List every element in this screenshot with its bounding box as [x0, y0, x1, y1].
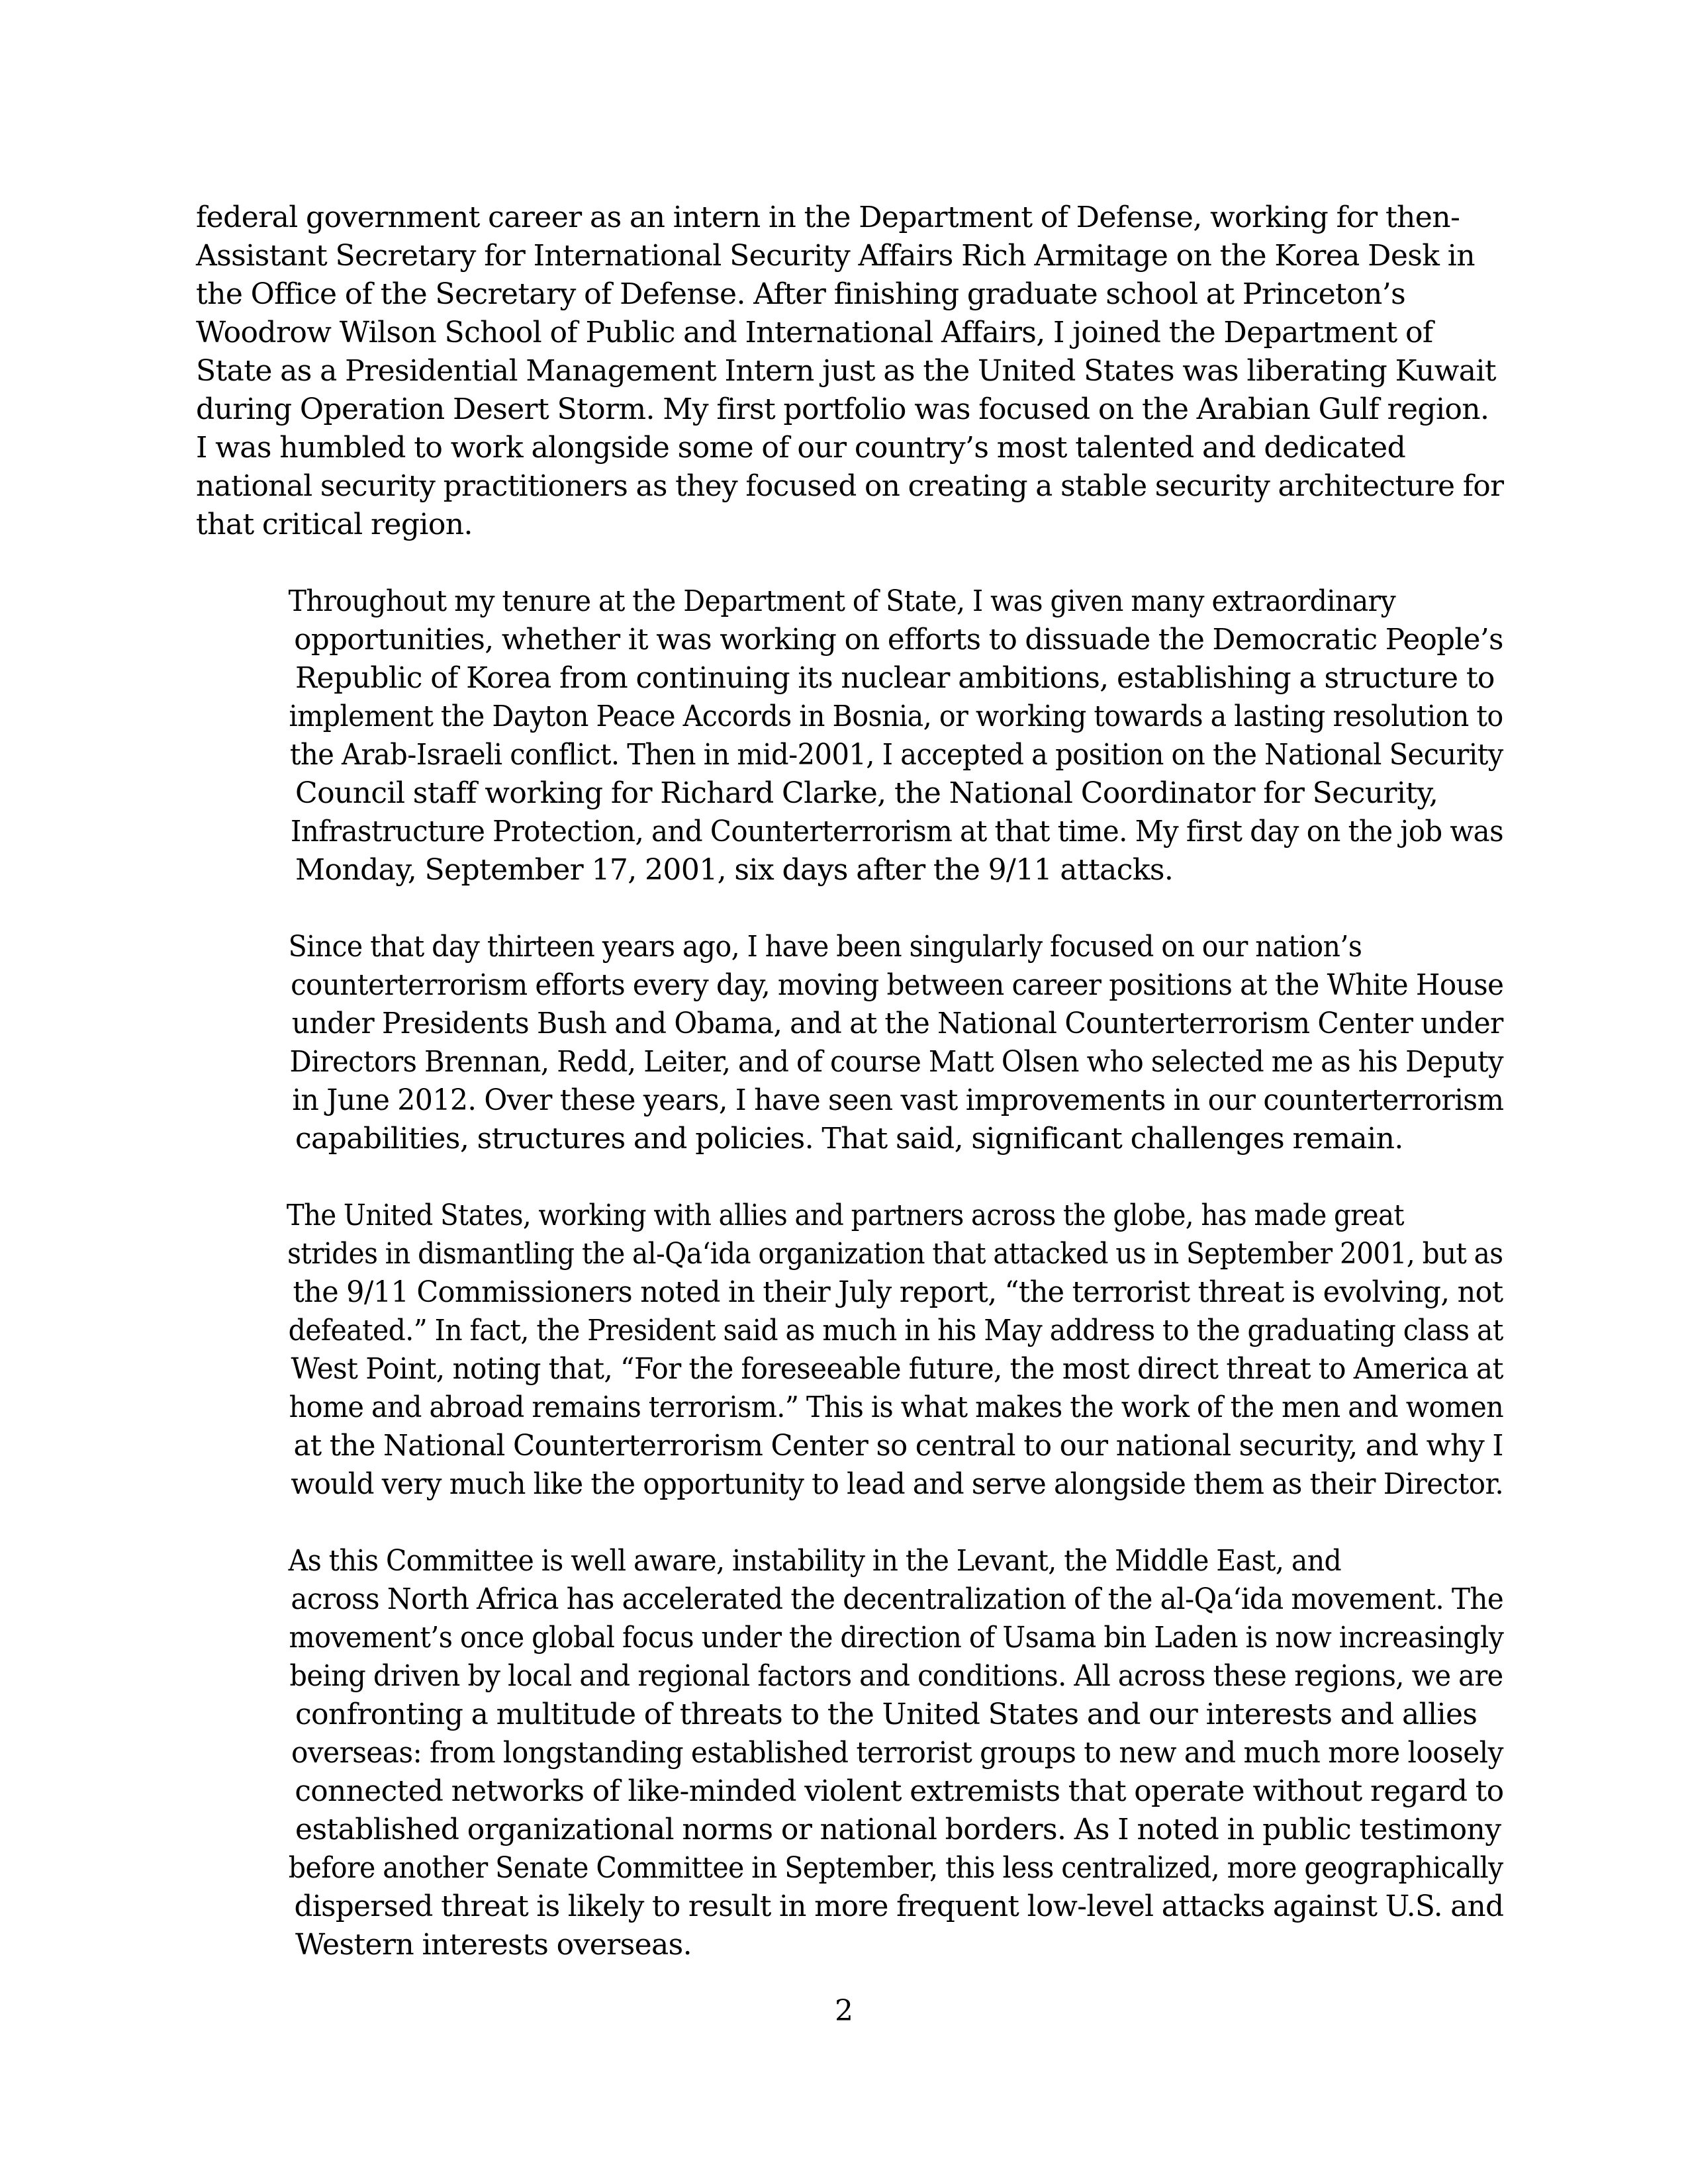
text-line: State as a Presidential Management Intern just as the United States was liberating Kuwait: [196, 354, 1496, 388]
text-line: home and abroad remains terrorism.” This is what makes the work of the men and women: [289, 1390, 1504, 1424]
text-line: strides in dismantling the al-Qa‘ida organization that attacked us in September 2001, but as: [287, 1237, 1503, 1271]
text-line: during Operation Desert Storm. My first portfolio was focused on the Arabian Gulf region.: [196, 392, 1489, 426]
text-line: movement’s once global focus under the direction of Usama bin Laden is now increasingly: [289, 1621, 1504, 1655]
paragraph-5: [196, 1542, 1504, 1964]
text-line: The United States, working with allies and partners across the globe, has made great: [286, 1199, 1404, 1232]
document-page: [196, 199, 1504, 2003]
page-number: 2: [835, 1994, 853, 2028]
text-line: Throughout my tenure at the Department of State, I was given many extraordinary: [288, 584, 1396, 618]
text-line: before another Senate Committee in September, this less centralized, more geographically: [288, 1851, 1503, 1885]
text-line: overseas: from longstanding established terrorist groups to new and much more loosely: [291, 1736, 1503, 1770]
text-line: Republic of Korea from continuing its nuclear ambitions, establishing a structure to: [295, 661, 1495, 695]
text-line: federal government career as an intern in the Department of Defense, working for then-: [196, 201, 1460, 234]
text-line: Since that day thirteen years ago, I have been singularly focused on our nation’s: [288, 930, 1362, 964]
text-line: capabilities, structures and policies. That said, significant challenges remain.: [295, 1122, 1403, 1156]
text-line: confronting a multitude of threats to the United States and our interests and allies: [295, 1698, 1477, 1731]
text-line: Western interests overseas.: [295, 1928, 692, 1962]
text-line: national security practitioners as they focused on creating a stable security architecture for: [196, 469, 1504, 503]
text-line: being driven by local and regional factors and conditions. All across these regions, we are: [289, 1659, 1503, 1693]
text-line: the Arab-Israeli conflict. Then in mid-2001, I accepted a position on the National Security: [289, 738, 1503, 772]
paragraph-2: [196, 582, 1504, 889]
text-line: that critical region.: [196, 508, 473, 541]
text-line: dispersed threat is likely to result in more frequent low-level attacks against U.S. and: [294, 1889, 1504, 1923]
text-line: in June 2012. Over these years, I have seen vast improvements in our counterterrorism: [292, 1083, 1504, 1117]
paragraph-4: [196, 1197, 1504, 1504]
text-line: Woodrow Wilson School of Public and International Affairs, I joined the Department of: [196, 316, 1433, 349]
text-line: would very much like the opportunity to lead and serve alongside them as their Director.: [291, 1467, 1504, 1501]
text-line: West Point, noting that, “For the foreseeable future, the most direct threat to America at: [291, 1352, 1503, 1386]
text-line: defeated.” In fact, the President said as much in his May address to the graduating class at: [288, 1314, 1503, 1347]
text-line: the 9/11 Commissioners noted in their July report, “the terrorist threat is evolving, not: [293, 1275, 1503, 1309]
paragraph-3: [196, 928, 1504, 1158]
text-line: across North Africa has accelerated the decentralization of the al-Qa‘ida movement. The: [291, 1582, 1504, 1616]
text-line: I was humbled to work alongside some of our country’s most talented and dedicated: [196, 431, 1406, 465]
text-line: implement the Dayton Peace Accords in Bosnia, or working towards a lasting resolution to: [289, 700, 1503, 733]
text-line: Infrastructure Protection, and Counterterrorism at that time. My first day on the job was: [290, 815, 1504, 848]
text-line: connected networks of like-minded violent extremists that operate without regard to: [295, 1774, 1504, 1808]
text-line: the Office of the Secretary of Defense. After finishing graduate school at Princeton’s: [196, 277, 1406, 311]
paragraph-1: [196, 199, 1504, 544]
text-line: Assistant Secretary for International Security Affairs Rich Armitage on the Korea Desk in: [196, 239, 1475, 273]
text-line: under Presidents Bush and Obama, and at the National Counterterrorism Center under: [291, 1007, 1503, 1040]
text-line: counterterrorism efforts every day, moving between career positions at the White House: [291, 968, 1504, 1002]
text-line: at the National Counterterrorism Center so central to our national security, and why I: [293, 1429, 1503, 1463]
text-line: established organizational norms or national borders. As I noted in public testimony: [295, 1813, 1501, 1846]
text-line: Council staff working for Richard Clarke, the National Coordinator for Security,: [295, 776, 1438, 810]
text-line: Monday, September 17, 2001, six days after the 9/11 attacks.: [295, 853, 1174, 887]
text-line: opportunities, whether it was working on efforts to dissuade the Democratic People’s: [294, 623, 1503, 657]
text-line: Directors Brennan, Redd, Leiter, and of course Matt Olsen who selected me as his Deputy: [289, 1045, 1503, 1079]
text-line: As this Committee is well aware, instability in the Levant, the Middle East, and: [288, 1544, 1342, 1578]
